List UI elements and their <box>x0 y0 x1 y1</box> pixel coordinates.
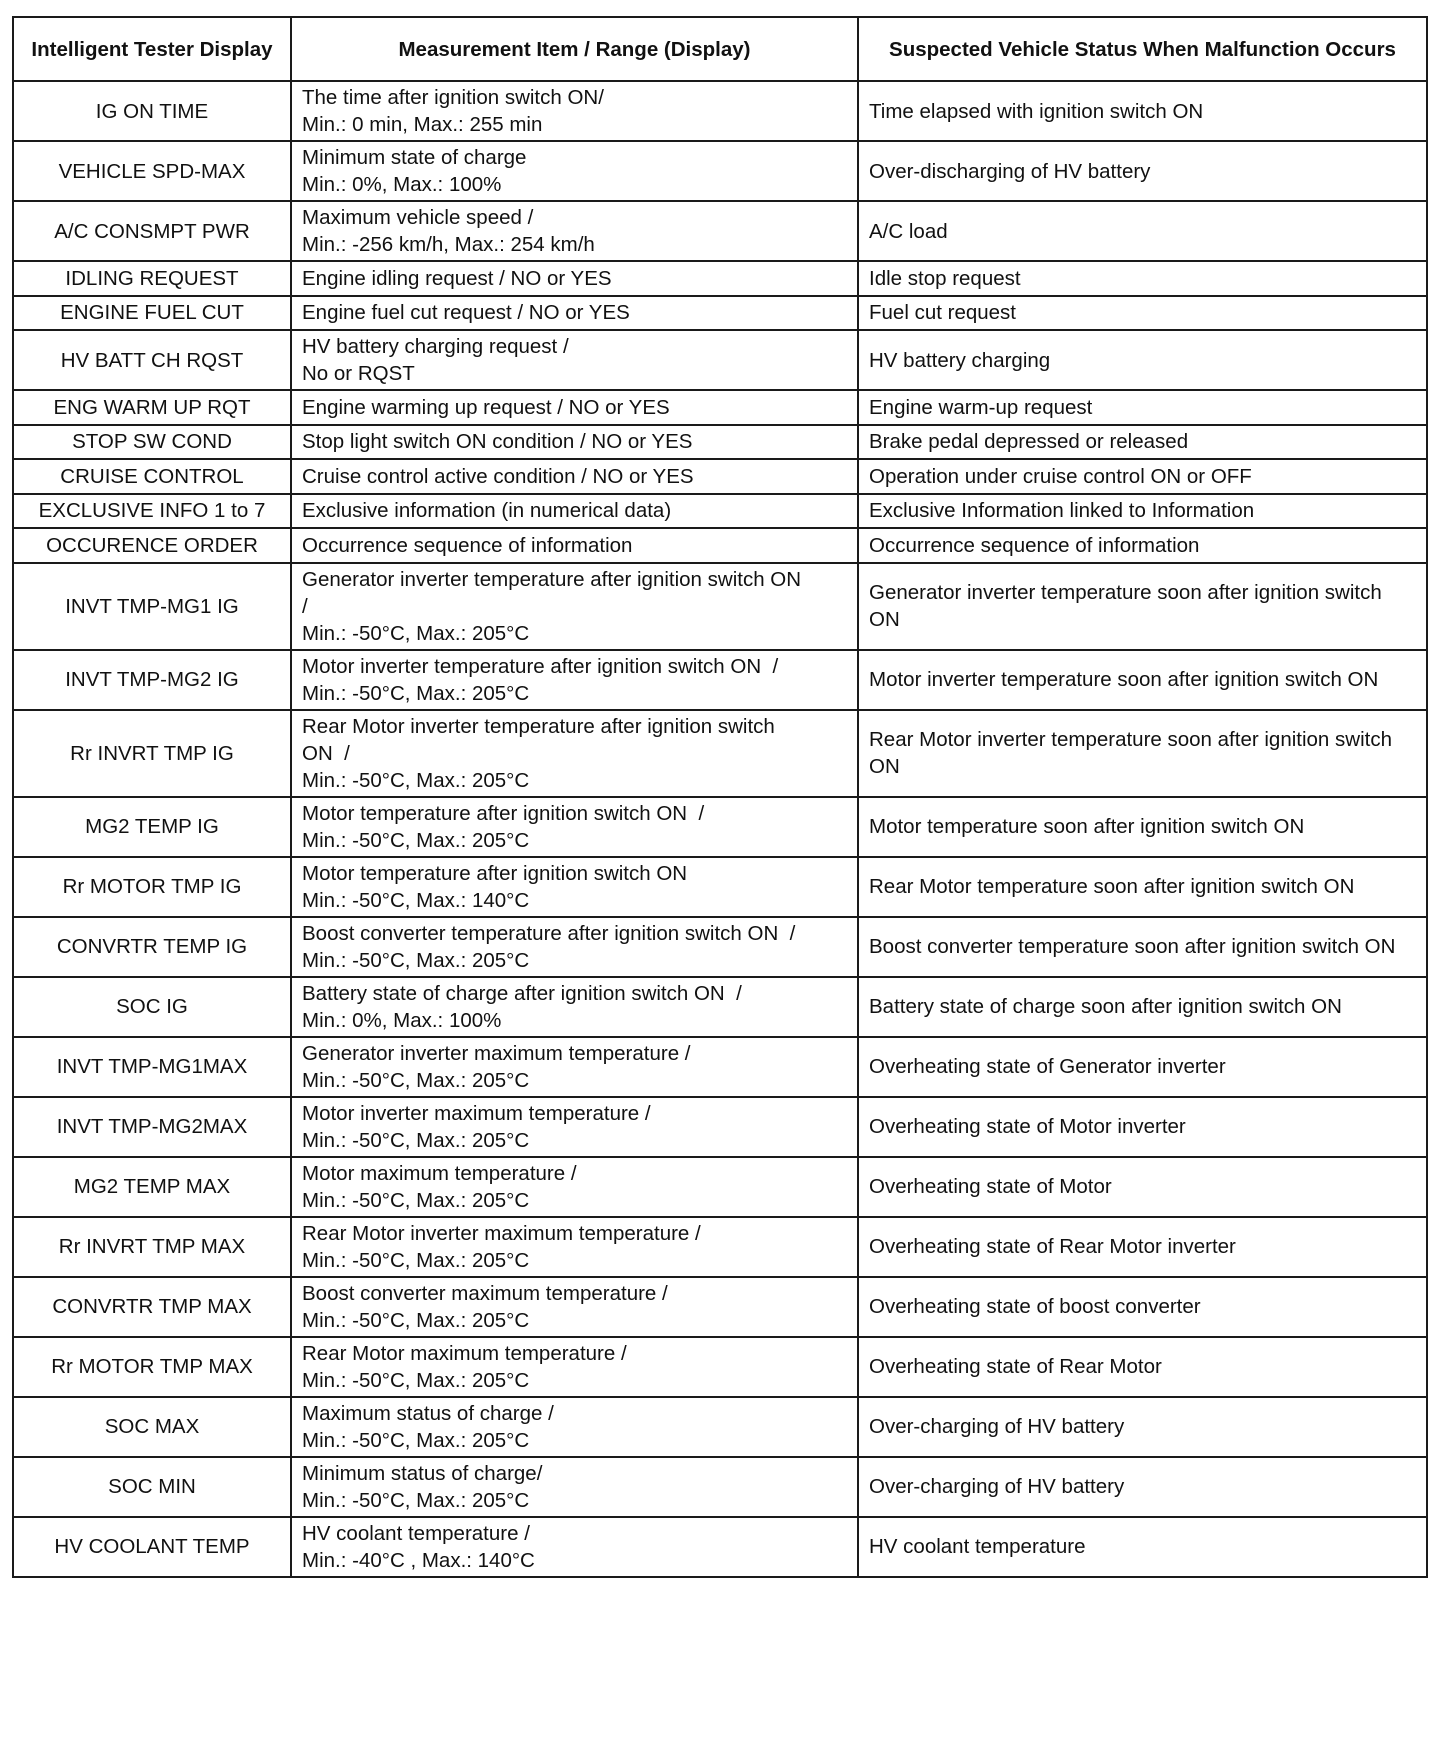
tester-display-cell: CONVRTR TEMP IG <box>13 917 291 977</box>
suspected-status-cell: Motor inverter temperature soon after ignition switch ON <box>858 650 1427 710</box>
measurement-range-cell <box>291 917 858 977</box>
measurement-range-cell <box>291 296 858 331</box>
measurement-range-line: Exclusive information (in numerical data) <box>302 499 672 523</box>
measurement-range-cell <box>291 201 858 261</box>
suspected-status-cell: Overheating state of Rear Motor inverter <box>858 1217 1427 1277</box>
measurement-range-cell <box>291 1157 858 1217</box>
measurement-range-line: Stop light switch ON condition / NO or YES <box>302 430 693 454</box>
suspected-status-cell: Exclusive Information linked to Information <box>858 494 1427 529</box>
measurement-range-line: Minimum state of charge <box>302 146 527 169</box>
tester-display-cell: Rr MOTOR TMP IG <box>13 857 291 917</box>
tester-display-cell: INVT TMP-MG2MAX <box>13 1097 291 1157</box>
measurement-range-line: Min.: -50°C, Max.: 205°C <box>302 1488 530 1512</box>
data-list-table <box>12 16 1428 1578</box>
measurement-range-line: ON / <box>302 741 350 765</box>
suspected-status-cell: Engine warm-up request <box>858 390 1427 425</box>
table-row <box>13 1457 1427 1517</box>
suspected-status-cell: Motor temperature soon after ignition switch ON <box>858 797 1427 857</box>
measurement-range-line: Motor maximum temperature / <box>302 1161 577 1185</box>
data-list-sheet <box>12 16 1426 1578</box>
measurement-range-line: Maximum status of charge / <box>302 1401 554 1425</box>
suspected-status-cell: Over-charging of HV battery <box>858 1457 1427 1517</box>
suspected-status-cell: A/C load <box>858 201 1427 261</box>
table-row <box>13 1097 1427 1157</box>
suspected-status-cell: Time elapsed with ignition switch ON <box>858 81 1427 141</box>
measurement-range-line: Generator inverter maximum temperature / <box>302 1041 691 1065</box>
tester-display-cell: MG2 TEMP IG <box>13 797 291 857</box>
table-row <box>13 1037 1427 1097</box>
measurement-range-line: Min.: -50°C, Max.: 205°C <box>302 1188 530 1212</box>
measurement-range-cell <box>291 141 858 201</box>
suspected-status-cell: Overheating state of Motor <box>858 1157 1427 1217</box>
measurement-range-cell <box>291 1097 858 1157</box>
measurement-range-line: Battery state of charge after ignition switch ON / <box>302 981 742 1005</box>
tester-display-cell: Rr INVRT TMP MAX <box>13 1217 291 1277</box>
measurement-range-line: Minimum status of charge/ <box>302 1461 543 1485</box>
tester-display-cell: CRUISE CONTROL <box>13 459 291 494</box>
table-row <box>13 494 1427 529</box>
header-tester-display: Intelligent Tester Display <box>13 17 291 81</box>
measurement-range-line: Min.: -50°C, Max.: 205°C <box>302 768 530 792</box>
measurement-range-line: Min.: 0 min, Max.: 255 min <box>302 113 543 136</box>
measurement-range-line: Min.: 0%, Max.: 100% <box>302 173 502 196</box>
measurement-range-line: Rear Motor inverter temperature after ignition switch <box>302 714 775 738</box>
measurement-range-cell <box>291 330 858 390</box>
table-row <box>13 459 1427 494</box>
measurement-range-line: Motor temperature after ignition switch ON <box>302 861 688 885</box>
table-row <box>13 425 1427 460</box>
tester-display-cell: INVT TMP-MG1 IG <box>13 563 291 650</box>
table-row <box>13 261 1427 296</box>
suspected-status-cell: Fuel cut request <box>858 296 1427 331</box>
table-row <box>13 710 1427 797</box>
tester-display-cell: SOC IG <box>13 977 291 1037</box>
table-row <box>13 1277 1427 1337</box>
measurement-range-cell <box>291 977 858 1037</box>
tester-display-cell: VEHICLE SPD-MAX <box>13 141 291 201</box>
measurement-range-line: Cruise control active condition / NO or YES <box>302 464 694 488</box>
table-row <box>13 917 1427 977</box>
measurement-range-line: Engine warming up request / NO or YES <box>302 395 670 419</box>
measurement-range-line: Min.: -50°C, Max.: 140°C <box>302 888 530 912</box>
measurement-range-line: HV coolant temperature / <box>302 1521 530 1545</box>
table-row <box>13 1217 1427 1277</box>
measurement-range-line: Min.: -50°C, Max.: 205°C <box>302 1428 530 1452</box>
measurement-range-cell <box>291 528 858 563</box>
measurement-range-line: Min.: -256 km/h, Max.: 254 km/h <box>302 233 595 256</box>
tester-display-cell: SOC MAX <box>13 1397 291 1457</box>
measurement-range-line: Min.: -50°C, Max.: 205°C <box>302 828 530 852</box>
measurement-range-cell <box>291 1217 858 1277</box>
tester-display-cell: IG ON TIME <box>13 81 291 141</box>
table-row <box>13 650 1427 710</box>
suspected-status-cell: Rear Motor inverter temperature soon after ignition switch ON <box>858 710 1427 797</box>
measurement-range-line: Boost converter temperature after ignition switch ON / <box>302 921 796 945</box>
tester-display-cell: ENGINE FUEL CUT <box>13 296 291 331</box>
suspected-status-cell: Rear Motor temperature soon after ignition switch ON <box>858 857 1427 917</box>
measurement-range-line: Min.: -50°C, Max.: 205°C <box>302 1308 530 1332</box>
measurement-range-cell <box>291 390 858 425</box>
suspected-status-cell: Idle stop request <box>858 261 1427 296</box>
measurement-range-line: Min.: -50°C, Max.: 205°C <box>302 1248 530 1272</box>
suspected-status-cell: Brake pedal depressed or released <box>858 425 1427 460</box>
measurement-range-line: Min.: -50°C, Max.: 205°C <box>302 1368 530 1392</box>
tester-display-cell: MG2 TEMP MAX <box>13 1157 291 1217</box>
table-row <box>13 857 1427 917</box>
tester-display-cell: STOP SW COND <box>13 425 291 460</box>
table-header <box>13 17 1427 81</box>
measurement-range-cell <box>291 1397 858 1457</box>
measurement-range-cell <box>291 81 858 141</box>
measurement-range-cell <box>291 797 858 857</box>
measurement-range-cell <box>291 1337 858 1397</box>
table-row <box>13 528 1427 563</box>
measurement-range-cell <box>291 857 858 917</box>
measurement-range-line: Min.: -50°C, Max.: 205°C <box>302 1128 530 1152</box>
table-row <box>13 1397 1427 1457</box>
measurement-range-line: / <box>302 594 308 618</box>
table-row <box>13 1337 1427 1397</box>
suspected-status-cell: Overheating state of Motor inverter <box>858 1097 1427 1157</box>
measurement-range-line: Occurrence sequence of information <box>302 533 633 557</box>
tester-display-cell: EXCLUSIVE INFO 1 to 7 <box>13 494 291 529</box>
measurement-range-line: Min.: -40°C , Max.: 140°C <box>302 1548 535 1572</box>
measurement-range-cell <box>291 710 858 797</box>
measurement-range-line: Rear Motor maximum temperature / <box>302 1341 627 1365</box>
suspected-status-cell: Overheating state of Rear Motor <box>858 1337 1427 1397</box>
tester-display-cell: INVT TMP-MG1MAX <box>13 1037 291 1097</box>
measurement-range-line: Boost converter maximum temperature / <box>302 1281 668 1305</box>
measurement-range-cell <box>291 261 858 296</box>
table-body <box>13 81 1427 1577</box>
suspected-status-cell: Operation under cruise control ON or OFF <box>858 459 1427 494</box>
suspected-status-cell: Overheating state of Generator inverter <box>858 1037 1427 1097</box>
measurement-range-cell <box>291 425 858 460</box>
measurement-range-line: Min.: -50°C, Max.: 205°C <box>302 948 530 972</box>
header-measurement-item: Measurement Item / Range (Display) <box>291 17 858 81</box>
measurement-range-line: Min.: -50°C, Max.: 205°C <box>302 621 530 645</box>
tester-display-cell: Rr MOTOR TMP MAX <box>13 1337 291 1397</box>
tester-display-cell: IDLING REQUEST <box>13 261 291 296</box>
measurement-range-line: Min.: 0%, Max.: 100% <box>302 1008 502 1032</box>
table-row <box>13 296 1427 331</box>
measurement-range-cell <box>291 1037 858 1097</box>
measurement-range-cell <box>291 1517 858 1577</box>
measurement-range-cell <box>291 459 858 494</box>
measurement-range-line: No or RQST <box>302 362 415 385</box>
table-row <box>13 977 1427 1037</box>
tester-display-cell: HV COOLANT TEMP <box>13 1517 291 1577</box>
measurement-range-cell <box>291 563 858 650</box>
tester-display-cell: A/C CONSMPT PWR <box>13 201 291 261</box>
measurement-range-line: Engine idling request / NO or YES <box>302 266 612 290</box>
measurement-range-line: The time after ignition switch ON/ <box>302 86 604 109</box>
suspected-status-cell: HV coolant temperature <box>858 1517 1427 1577</box>
tester-display-cell: CONVRTR TMP MAX <box>13 1277 291 1337</box>
table-row <box>13 1157 1427 1217</box>
suspected-status-cell: Generator inverter temperature soon after ignition switch ON <box>858 563 1427 650</box>
table-row <box>13 1517 1427 1577</box>
measurement-range-line: Rear Motor inverter maximum temperature / <box>302 1221 701 1245</box>
suspected-status-cell: Overheating state of boost converter <box>858 1277 1427 1337</box>
measurement-range-line: Min.: -50°C, Max.: 205°C <box>302 1068 530 1092</box>
measurement-range-line: Motor inverter maximum temperature / <box>302 1101 651 1125</box>
table-row <box>13 81 1427 141</box>
table-row <box>13 330 1427 390</box>
tester-display-cell: SOC MIN <box>13 1457 291 1517</box>
table-row <box>13 563 1427 650</box>
suspected-status-cell: Over-charging of HV battery <box>858 1397 1427 1457</box>
header-row <box>13 17 1427 81</box>
measurement-range-cell <box>291 1277 858 1337</box>
suspected-status-cell: Over-discharging of HV battery <box>858 141 1427 201</box>
measurement-range-line: Engine fuel cut request / NO or YES <box>302 301 630 325</box>
table-row <box>13 201 1427 261</box>
measurement-range-cell <box>291 494 858 529</box>
table-row <box>13 797 1427 857</box>
measurement-range-cell <box>291 650 858 710</box>
table-row <box>13 390 1427 425</box>
suspected-status-cell: Occurrence sequence of information <box>858 528 1427 563</box>
suspected-status-cell: Battery state of charge soon after ignition switch ON <box>858 977 1427 1037</box>
tester-display-cell: Rr INVRT TMP IG <box>13 710 291 797</box>
tester-display-cell: HV BATT CH RQST <box>13 330 291 390</box>
measurement-range-line: Maximum vehicle speed / <box>302 206 534 229</box>
suspected-status-cell: HV battery charging <box>858 330 1427 390</box>
header-suspected-status: Suspected Vehicle Status When Malfunction Occurs <box>858 17 1427 81</box>
measurement-range-line: Generator inverter temperature after ignition switch ON <box>302 567 802 591</box>
measurement-range-line: HV battery charging request / <box>302 335 569 358</box>
measurement-range-cell <box>291 1457 858 1517</box>
measurement-range-line: Motor inverter temperature after ignition switch ON / <box>302 654 779 678</box>
tester-display-cell: ENG WARM UP RQT <box>13 390 291 425</box>
measurement-range-line: Motor temperature after ignition switch ON / <box>302 801 705 825</box>
measurement-range-line: Min.: -50°C, Max.: 205°C <box>302 681 530 705</box>
suspected-status-cell: Boost converter temperature soon after ignition switch ON <box>858 917 1427 977</box>
table-row <box>13 141 1427 201</box>
tester-display-cell: OCCURENCE ORDER <box>13 528 291 563</box>
tester-display-cell: INVT TMP-MG2 IG <box>13 650 291 710</box>
